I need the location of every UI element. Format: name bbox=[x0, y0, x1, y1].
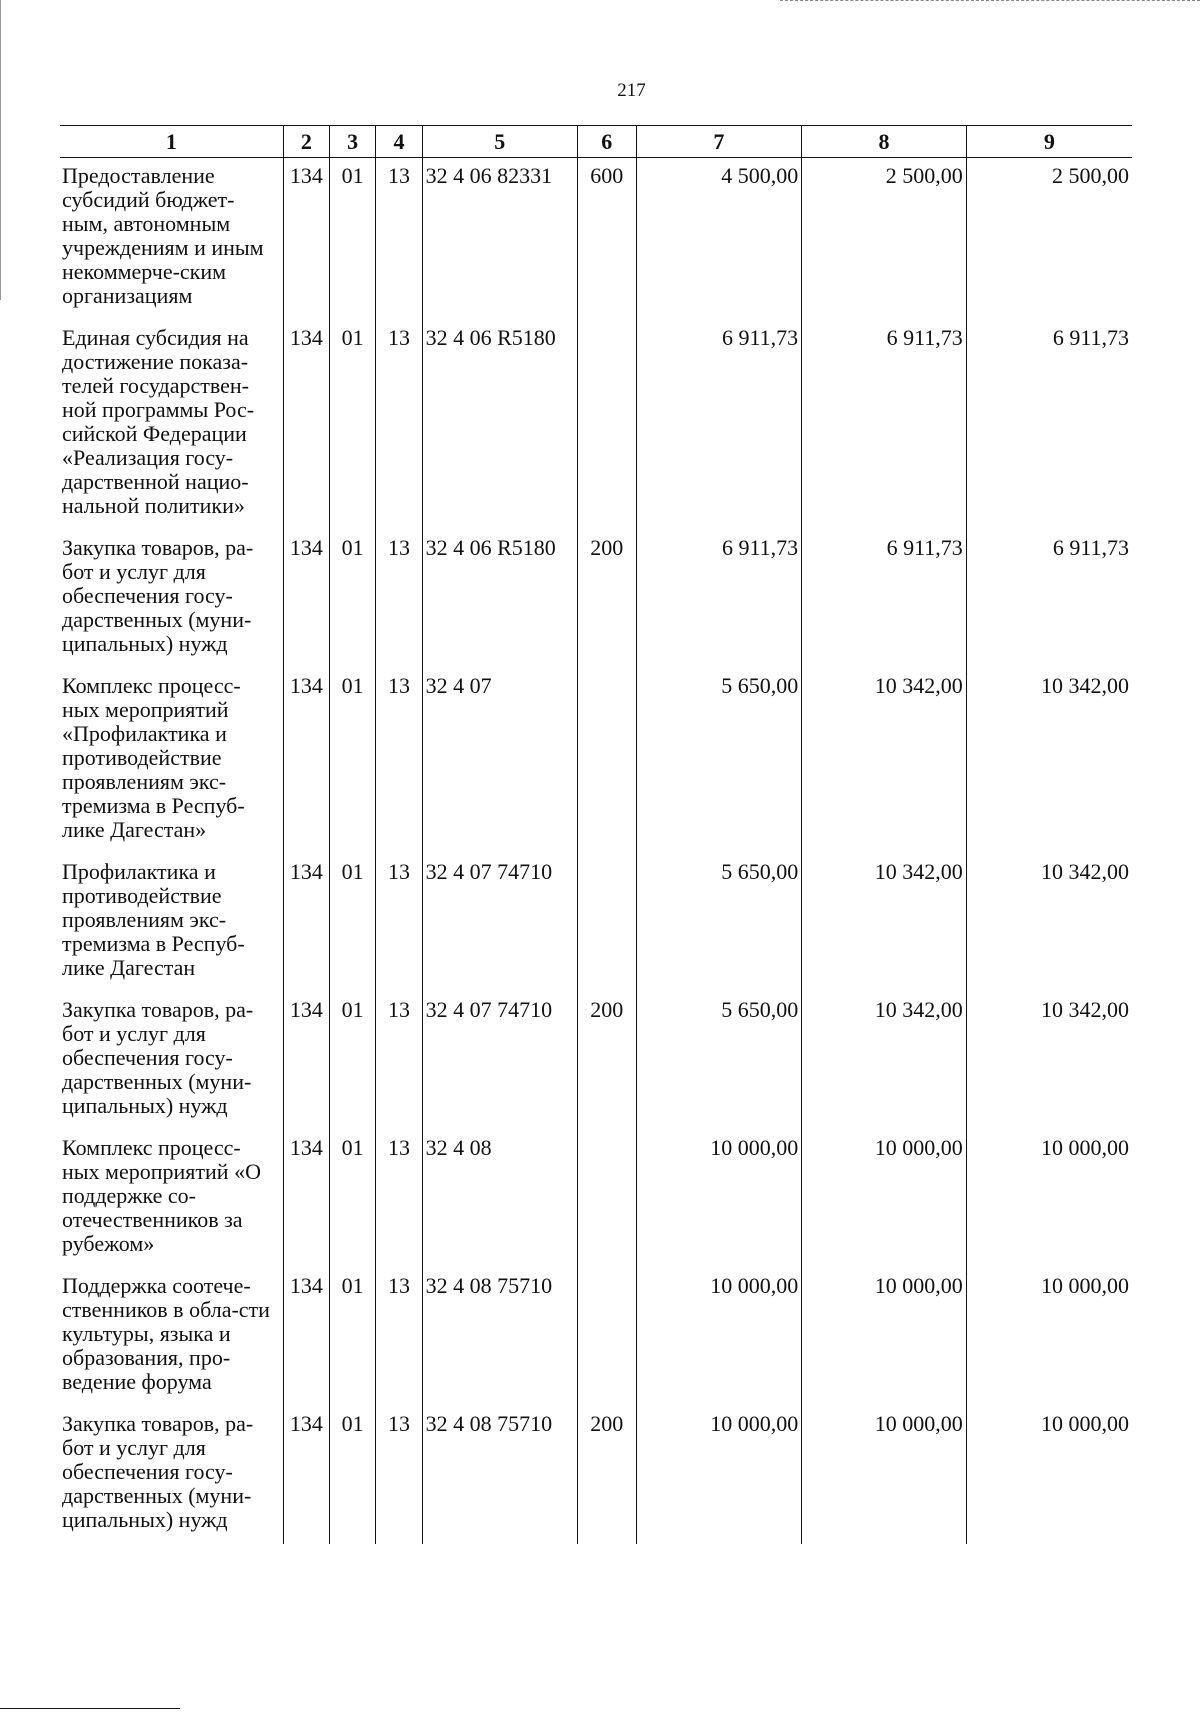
cell-expense-type bbox=[577, 854, 636, 992]
cell-amount-col9: 6 911,73 bbox=[966, 320, 1132, 530]
cell-amount-col8: 10 000,00 bbox=[802, 1130, 967, 1268]
cell-amount-col8: 10 000,00 bbox=[802, 1406, 967, 1544]
row-name: Предоставление субсидий бюджет-ным, автономным учреждениям и иным некоммерче-ским организациям bbox=[62, 163, 264, 308]
cell-amount-col9: 6 911,73 bbox=[966, 530, 1132, 668]
scan-edge-mark-top bbox=[780, 0, 1200, 1]
column-header: 5 bbox=[422, 126, 577, 158]
cell-amount-col9: 10 342,00 bbox=[966, 854, 1132, 992]
cell-admin-code: 134 bbox=[283, 668, 329, 854]
cell-amount-col7: 6 911,73 bbox=[636, 530, 802, 668]
cell-subsection: 13 bbox=[376, 158, 422, 321]
cell-subsection: 13 bbox=[376, 992, 422, 1130]
cell-amount-col7: 10 000,00 bbox=[636, 1406, 802, 1544]
column-header: 3 bbox=[330, 126, 376, 158]
cell-admin-code: 134 bbox=[283, 992, 329, 1130]
cell-admin-code: 134 bbox=[283, 320, 329, 530]
cell-amount-col7: 5 650,00 bbox=[636, 854, 802, 992]
column-header: 9 bbox=[966, 126, 1132, 158]
cell-admin-code: 134 bbox=[283, 530, 329, 668]
cell-amount-col8: 2 500,00 bbox=[802, 158, 967, 321]
cell-target-article: 32 4 07 74710 bbox=[422, 854, 577, 992]
cell-amount-col7: 5 650,00 bbox=[636, 668, 802, 854]
cell-amount-col9: 10 342,00 bbox=[966, 992, 1132, 1130]
cell-subsection: 13 bbox=[376, 854, 422, 992]
cell-amount-col9: 10 000,00 bbox=[966, 1406, 1132, 1544]
table-row bbox=[60, 320, 1132, 530]
cell-amount-col7: 4 500,00 bbox=[636, 158, 802, 321]
cell-admin-code: 134 bbox=[283, 1268, 329, 1406]
page-number: 217 bbox=[617, 80, 646, 101]
table-row bbox=[60, 530, 1132, 668]
table-row bbox=[60, 1130, 1132, 1268]
scan-edge-mark-left bbox=[0, 0, 1, 300]
table-header-row bbox=[60, 126, 1132, 158]
cell-section: 01 bbox=[330, 668, 376, 854]
cell-expense-type: 600 bbox=[577, 158, 636, 321]
cell-amount-col9: 10 000,00 bbox=[966, 1268, 1132, 1406]
cell-expense-type: 200 bbox=[577, 1406, 636, 1544]
budget-table bbox=[60, 125, 1132, 1544]
cell-expense-type: 200 bbox=[577, 530, 636, 668]
row-name: Единая субсидия на достижение показа-телей государствен-ной программы Рос-сийской Федерации «Реализация госу-дарственной нацио-нальной политики» bbox=[62, 325, 255, 518]
row-name: Комплекс процесс-ных мероприятий «О поддержке со-отечественников за рубежом» bbox=[62, 1135, 261, 1256]
cell-target-article: 32 4 08 bbox=[422, 1130, 577, 1268]
cell-amount-col7: 10 000,00 bbox=[636, 1268, 802, 1406]
cell-amount-col9: 10 342,00 bbox=[966, 668, 1132, 854]
table-row bbox=[60, 854, 1132, 992]
cell-subsection: 13 bbox=[376, 1406, 422, 1544]
cell-section: 01 bbox=[330, 854, 376, 992]
cell-admin-code: 134 bbox=[283, 158, 329, 321]
cell-section: 01 bbox=[330, 992, 376, 1130]
row-name: Поддержка соотече-ственников в обла-сти культуры, языка и образования, про-ведение форума bbox=[62, 1273, 270, 1394]
cell-expense-type bbox=[577, 320, 636, 530]
row-name: Закупка товаров, ра-бот и услуг для обеспечения госу-дарственных (муни-ципальных) нужд bbox=[62, 1411, 254, 1532]
cell-target-article: 32 4 07 74710 bbox=[422, 992, 577, 1130]
cell-target-article: 32 4 06 R5180 bbox=[422, 530, 577, 668]
cell-amount-col7: 10 000,00 bbox=[636, 1130, 802, 1268]
column-header: 7 bbox=[636, 126, 802, 158]
row-name: Закупка товаров, ра-бот и услуг для обеспечения госу-дарственных (муни-ципальных) нужд bbox=[62, 535, 254, 656]
cell-admin-code: 134 bbox=[283, 854, 329, 992]
table-row bbox=[60, 992, 1132, 1130]
cell-amount-col9: 2 500,00 bbox=[966, 158, 1132, 321]
cell-target-article: 32 4 06 R5180 bbox=[422, 320, 577, 530]
cell-expense-type bbox=[577, 668, 636, 854]
cell-admin-code: 134 bbox=[283, 1130, 329, 1268]
table-body bbox=[60, 158, 1132, 1545]
table-row bbox=[60, 158, 1132, 321]
cell-admin-code: 134 bbox=[283, 1406, 329, 1544]
cell-subsection: 13 bbox=[376, 1130, 422, 1268]
cell-amount-col8: 6 911,73 bbox=[802, 530, 967, 668]
column-header: 8 bbox=[802, 126, 967, 158]
cell-amount-col8: 10 342,00 bbox=[802, 854, 967, 992]
cell-amount-col8: 6 911,73 bbox=[802, 320, 967, 530]
cell-target-article: 32 4 06 82331 bbox=[422, 158, 577, 321]
row-name: Комплекс процесс-ных мероприятий «Профилактика и противодействие проявлениям экс-тремизма в Респуб-лике Дагестан» bbox=[62, 673, 245, 842]
row-name: Закупка товаров, ра-бот и услуг для обеспечения госу-дарственных (муни-ципальных) нужд bbox=[62, 997, 254, 1118]
cell-amount-col8: 10 342,00 bbox=[802, 992, 967, 1130]
table-row bbox=[60, 1406, 1132, 1544]
cell-amount-col8: 10 000,00 bbox=[802, 1268, 967, 1406]
cell-amount-col7: 5 650,00 bbox=[636, 992, 802, 1130]
table-row bbox=[60, 668, 1132, 854]
cell-subsection: 13 bbox=[376, 668, 422, 854]
cell-subsection: 13 bbox=[376, 530, 422, 668]
cell-amount-col7: 6 911,73 bbox=[636, 320, 802, 530]
cell-target-article: 32 4 08 75710 bbox=[422, 1406, 577, 1544]
cell-amount-col8: 10 342,00 bbox=[802, 668, 967, 854]
cell-section: 01 bbox=[330, 1130, 376, 1268]
cell-expense-type bbox=[577, 1268, 636, 1406]
cell-section: 01 bbox=[330, 1406, 376, 1544]
cell-amount-col9: 10 000,00 bbox=[966, 1130, 1132, 1268]
cell-subsection: 13 bbox=[376, 1268, 422, 1406]
column-header: 4 bbox=[376, 126, 422, 158]
scan-edge-mark-bottom bbox=[0, 1708, 180, 1709]
cell-expense-type bbox=[577, 1130, 636, 1268]
cell-section: 01 bbox=[330, 320, 376, 530]
cell-section: 01 bbox=[330, 1268, 376, 1406]
cell-target-article: 32 4 08 75710 bbox=[422, 1268, 577, 1406]
cell-target-article: 32 4 07 bbox=[422, 668, 577, 854]
column-header: 2 bbox=[283, 126, 329, 158]
cell-expense-type: 200 bbox=[577, 992, 636, 1130]
column-header: 1 bbox=[60, 126, 283, 158]
cell-section: 01 bbox=[330, 530, 376, 668]
row-name: Профилактика и противодействие проявлениям экс-тремизма в Респуб-лике Дагестан bbox=[62, 859, 245, 980]
table-row bbox=[60, 1268, 1132, 1406]
column-header: 6 bbox=[577, 126, 636, 158]
cell-subsection: 13 bbox=[376, 320, 422, 530]
cell-section: 01 bbox=[330, 158, 376, 321]
